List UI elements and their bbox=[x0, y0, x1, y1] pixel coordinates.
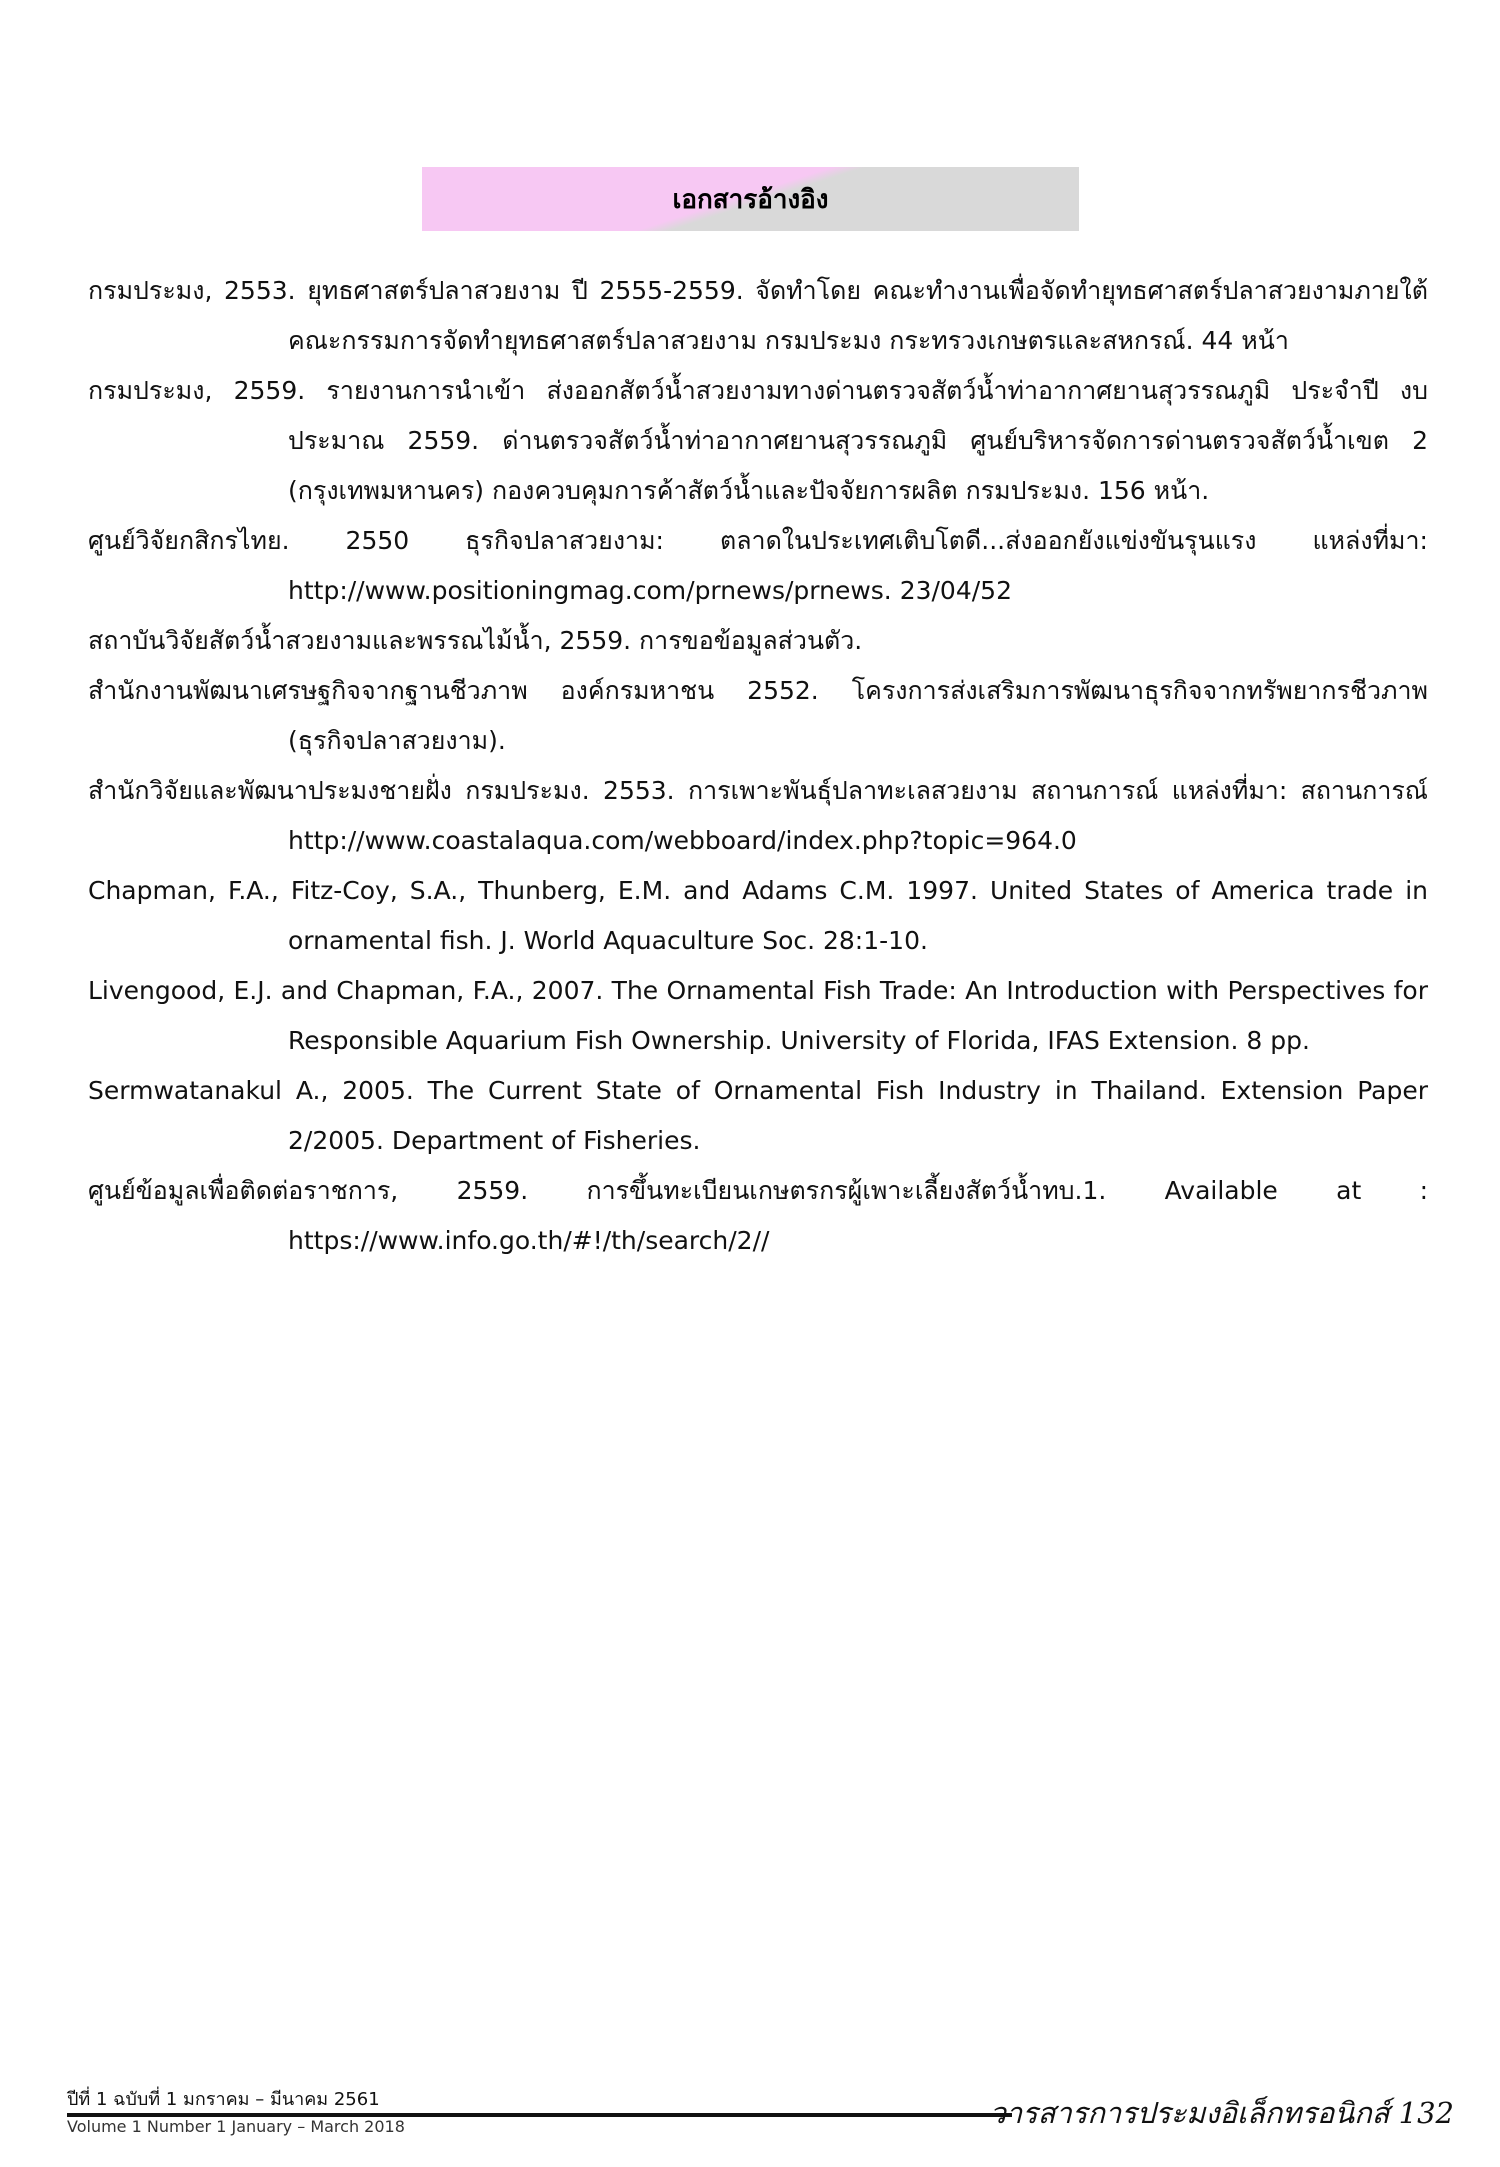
footer-journal-page: วารสารการประมงอิเล็กทรอนิกส์ 132 bbox=[989, 2096, 1454, 2130]
reference-item: Livengood, E.J. and Chapman, F.A., 2007. The Ornamental Fish Trade: An Introduction with Perspectives for Responsible Aquarium Fish Ownership. University of Florida, IFAS Extension. 8 pp. bbox=[88, 976, 1428, 1055]
section-title: เอกสารอ้างอิง bbox=[672, 184, 829, 215]
reference-item: Chapman, F.A., Fitz-Coy, S.A., Thunberg, E.M. and Adams C.M. 1997. United States of America trade in ornamental fish. J. World Aquaculture Soc. 28:1-10. bbox=[88, 876, 1428, 955]
reference-item: สำนักงานพัฒนาเศรษฐกิจจากฐานชีวภาพ องค์กรมหาชน 2552. โครงการส่งเสริมการพัฒนาธุรกิจจากทรัพยากรชีวภาพ (ธุรกิจปลาสวยงาม). bbox=[88, 676, 1428, 755]
reference-item: สำนักวิจัยและพัฒนาประมงชายฝั่ง กรมประมง. 2553. การเพาะพันธุ์ปลาทะเลสวยงาม สถานการณ์ แหล่งที่มา: สถานการณ์ http://www.coastalaqua.com/webboard/index.php?topic=964.0 bbox=[88, 776, 1428, 855]
reference-item: สถาบันวิจัยสัตว์น้ำสวยงามและพรรณไม้น้ำ, 2559. การขอข้อมูลส่วนตัว. bbox=[88, 626, 863, 655]
footer-divider bbox=[67, 2113, 1012, 2117]
reference-item: Sermwatanakul A., 2005. The Current State of Ornamental Fish Industry in Thailand. Extension Paper 2/2005. Department of Fisheries. bbox=[88, 1076, 1428, 1155]
section-heading-banner bbox=[422, 167, 1079, 231]
reference-item: ศูนย์ข้อมูลเพื่อติดต่อราชการ, 2559. การขึ้นทะเบียนเกษตรกรผู้เพาะเลี้ยงสัตว์น้ำทบ.1. Available at : https://www.info.go.th/#!/th/search/2// bbox=[88, 1176, 1428, 1255]
reference-item: กรมประมง, 2559. รายงานการนำเข้า ส่งออกสัตว์น้ำสวยงามทางด่านตรวจสัตว์น้ำท่าอากาศยานสุวรรณภูมิ ประจำปี งบประมาณ 2559. ด่านตรวจสัตว์น้ำท่าอากาศยานสุวรรณภูมิ ศูนย์บริหารจัดการด่านตรวจสัตว์น้ำเขต 2 (กรุงเทพมหานคร) กองควบคุมการค้าสัตว์น้ำและปัจจัยการผลิต กรมประมง. 156 หน้า. bbox=[88, 376, 1428, 505]
reference-item: ศูนย์วิจัยกสิกรไทย. 2550 ธุรกิจปลาสวยงาม: ตลาดในประเทศเติบโตดี...ส่งออกยังแข่งขันรุนแรง แหล่งที่มา: http://www.positioningmag.com/prnews/prnews. 23/04/52 bbox=[88, 526, 1428, 605]
reference-item: กรมประมง, 2553. ยุทธศาสตร์ปลาสวยงาม ปี 2555-2559. จัดทำโดย คณะทำงานเพื่อจัดทำยุทธศาสตร์ปลาสวยงามภายใต้ คณะกรรมการจัดทำยุทธศาสตร์ปลาสวยงาม กรมประมง กระทรวงเกษตรและสหกรณ์. 44 หน้า bbox=[88, 276, 1428, 355]
reference-list bbox=[88, 266, 1428, 1266]
footer-issue-english: Volume 1 Number 1 January – March 2018 bbox=[67, 2117, 405, 2136]
footer-issue-thai: ปีที่ 1 ฉบับที่ 1 มกราคม – มีนาคม 2561 bbox=[67, 2089, 380, 2110]
